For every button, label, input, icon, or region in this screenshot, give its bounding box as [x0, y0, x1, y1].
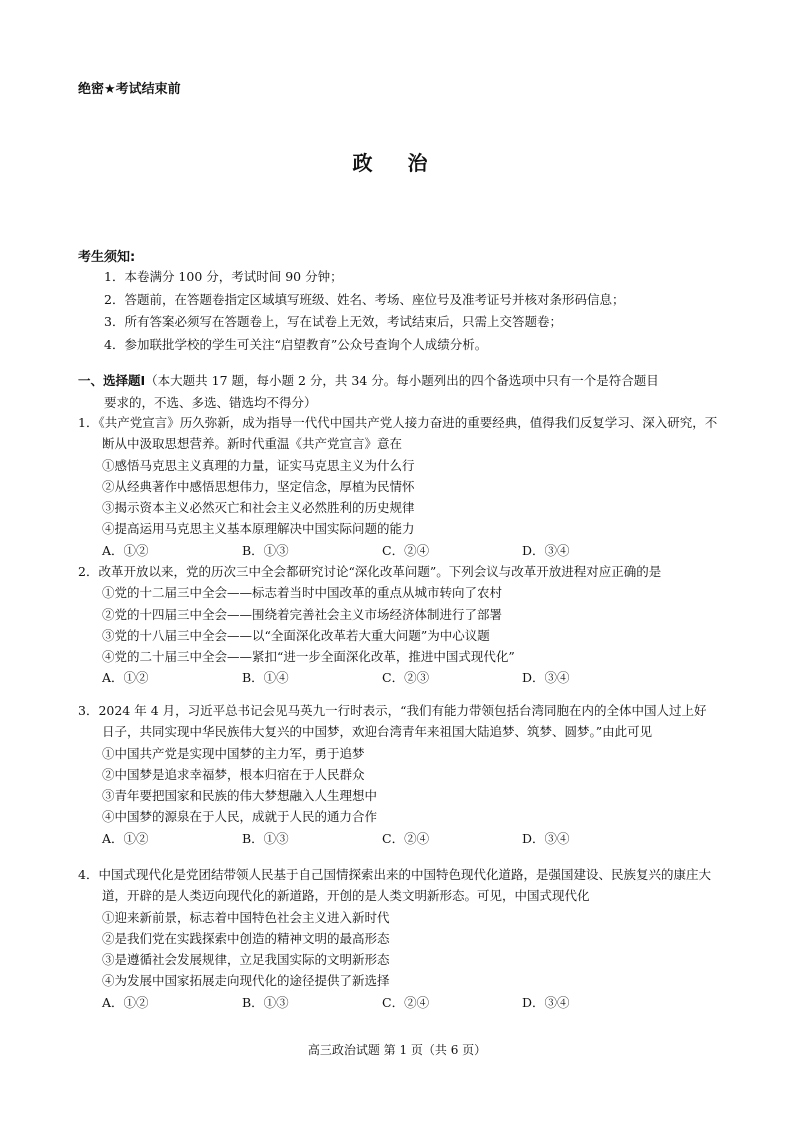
question-option: ①迎来新前景，标志着中国特色社会主义进入新时代: [102, 909, 390, 925]
question-option: ①党的十二届三中全会——标志着当时中国改革的重点从城市转向了农村: [102, 585, 503, 601]
notice-list: [104, 266, 744, 357]
choice-a: A．①②: [102, 670, 149, 686]
choice-a: A．①②: [102, 830, 149, 846]
section-heading: [78, 370, 718, 414]
section-instructions-1: （本大题共 17 题，每小题 2 分，共 34 分。每小题列出的四个备选项中只有一个是符合题目: [145, 373, 659, 388]
choice-d: D．③④: [522, 542, 570, 558]
section-label: 一、选择题Ⅰ: [78, 373, 146, 388]
choice-d: D．③④: [522, 670, 570, 686]
choice-d: D．③④: [522, 830, 570, 846]
question-1: [78, 412, 718, 561]
choice-b: B．①③: [242, 542, 289, 558]
question-option: ②从经典著作中感悟思想伟力，坚定信念，厚植为民情怀: [102, 478, 415, 494]
question-option: ③党的十八届三中全会——以“全面深化改革若大重大问题”为中心议题: [102, 627, 490, 643]
choice-b: B．①③: [242, 830, 289, 846]
question-option: ④为发展中国家拓展走向现代化的途径提供了新选择: [102, 973, 390, 989]
section-instructions-2: 要求的，不选、多选、错选均不得分）: [104, 395, 317, 410]
question-2: [78, 561, 718, 689]
notice-heading: 考生须知:: [78, 250, 136, 265]
choice-a: A．①②: [102, 994, 149, 1010]
question-stem: 1．《共产党宣言》历久弥新，成为指导一代代中国共产党人接力奋进的重要经典，值得我们反复学习、深入研究，不断从中汲取思想营养。新时代重温《共产党宣言》意在: [78, 415, 718, 452]
question-stem: 2．改革开放以来，党的历次三中全会都研究讨论“深化改革问题”。下列会议与改革开放进程对应正确的是: [78, 564, 662, 579]
question-option: ①中国共产党是实现中国梦的主力军，勇于追梦: [102, 745, 365, 761]
answer-choices: [78, 540, 718, 561]
notice-item: 1．本卷满分 100 分，考试时间 90 分钟；: [104, 269, 343, 284]
choice-c: C．②④: [382, 994, 430, 1010]
choice-b: B．①④: [242, 670, 289, 686]
question-option: ④党的二十届三中全会——紧扣“进一步全面深化改革，推进中国式现代化”: [102, 649, 515, 665]
question-3: [78, 700, 718, 849]
notice-item: 4．参加联批学校的学生可关注“启望教育”公众号查询个人成绩分析。: [104, 337, 488, 353]
question-option: ③青年要把国家和民族的伟大梦想融入人生理想中: [102, 788, 378, 804]
question-option: ④提高运用马克思主义基本原理解决中国实际问题的能力: [102, 521, 415, 537]
question-option: ③揭示资本主义必然灭亡和社会主义必然胜利的历史规律: [102, 500, 415, 516]
answer-choices: [78, 992, 718, 1013]
choice-c: C．②③: [382, 670, 430, 686]
question-option: ②中国梦是追求幸福梦，根本归宿在于人民群众: [102, 766, 365, 782]
choice-d: D．③④: [522, 994, 570, 1010]
choice-c: C．②④: [382, 542, 430, 558]
choice-a: A．①②: [102, 542, 149, 558]
page-title: 政 治: [352, 151, 442, 175]
notice-item: 3．所有答案必须写在答题卷上，写在试卷上无效，考试结束后，只需上交答题卷；: [104, 314, 562, 330]
choice-c: C．②④: [382, 830, 430, 846]
choice-b: B．①③: [242, 994, 289, 1010]
page-footer: 高三政治试题 第 1 页（共 6 页）: [307, 1043, 487, 1057]
question-4: [78, 864, 718, 1013]
question-option: ①感悟马克思主义真理的力量，证实马克思主义为什么行: [102, 457, 415, 473]
confidential-mark: 绝密★考试结束前: [78, 82, 181, 97]
answer-choices: [78, 667, 718, 688]
question-option: ③是遵循社会发展规律，立足我国实际的文明新形态: [102, 952, 390, 968]
notice-item: 2．答题前，在答题卷指定区域填写班级、姓名、考场、座位号及准考证号并核对条形码信息；: [104, 291, 625, 307]
question-option: ④中国梦的源泉在于人民，成就于人民的通力合作: [102, 809, 378, 825]
question-option: ②是我们党在实践探索中创造的精神文明的最高形态: [102, 930, 390, 946]
question-stem: 4．中国式现代化是党团结带领人民基于自己国情探索出来的中国特色现代化道路，是强国建设、民族复兴的康庄大道，开辟的是人类迈向现代化的新道路，开创的是人类文明新形态。可见，中国式现代化: [78, 867, 711, 904]
question-stem: 3．2024 年 4 月，习近平总书记会见马英九一行时表示，“我们有能力带领包括台湾同胞在内的全体中国人过上好日子，共同实现中华民族伟大复兴的中国梦，欢迎台湾青年来祖国大陆追梦、筑梦、圆梦。”由此可见: [78, 703, 707, 740]
answer-choices: [78, 828, 718, 849]
question-option: ②党的十四届三中全会——围绕着完善社会主义市场经济体制进行了部署: [102, 606, 503, 622]
